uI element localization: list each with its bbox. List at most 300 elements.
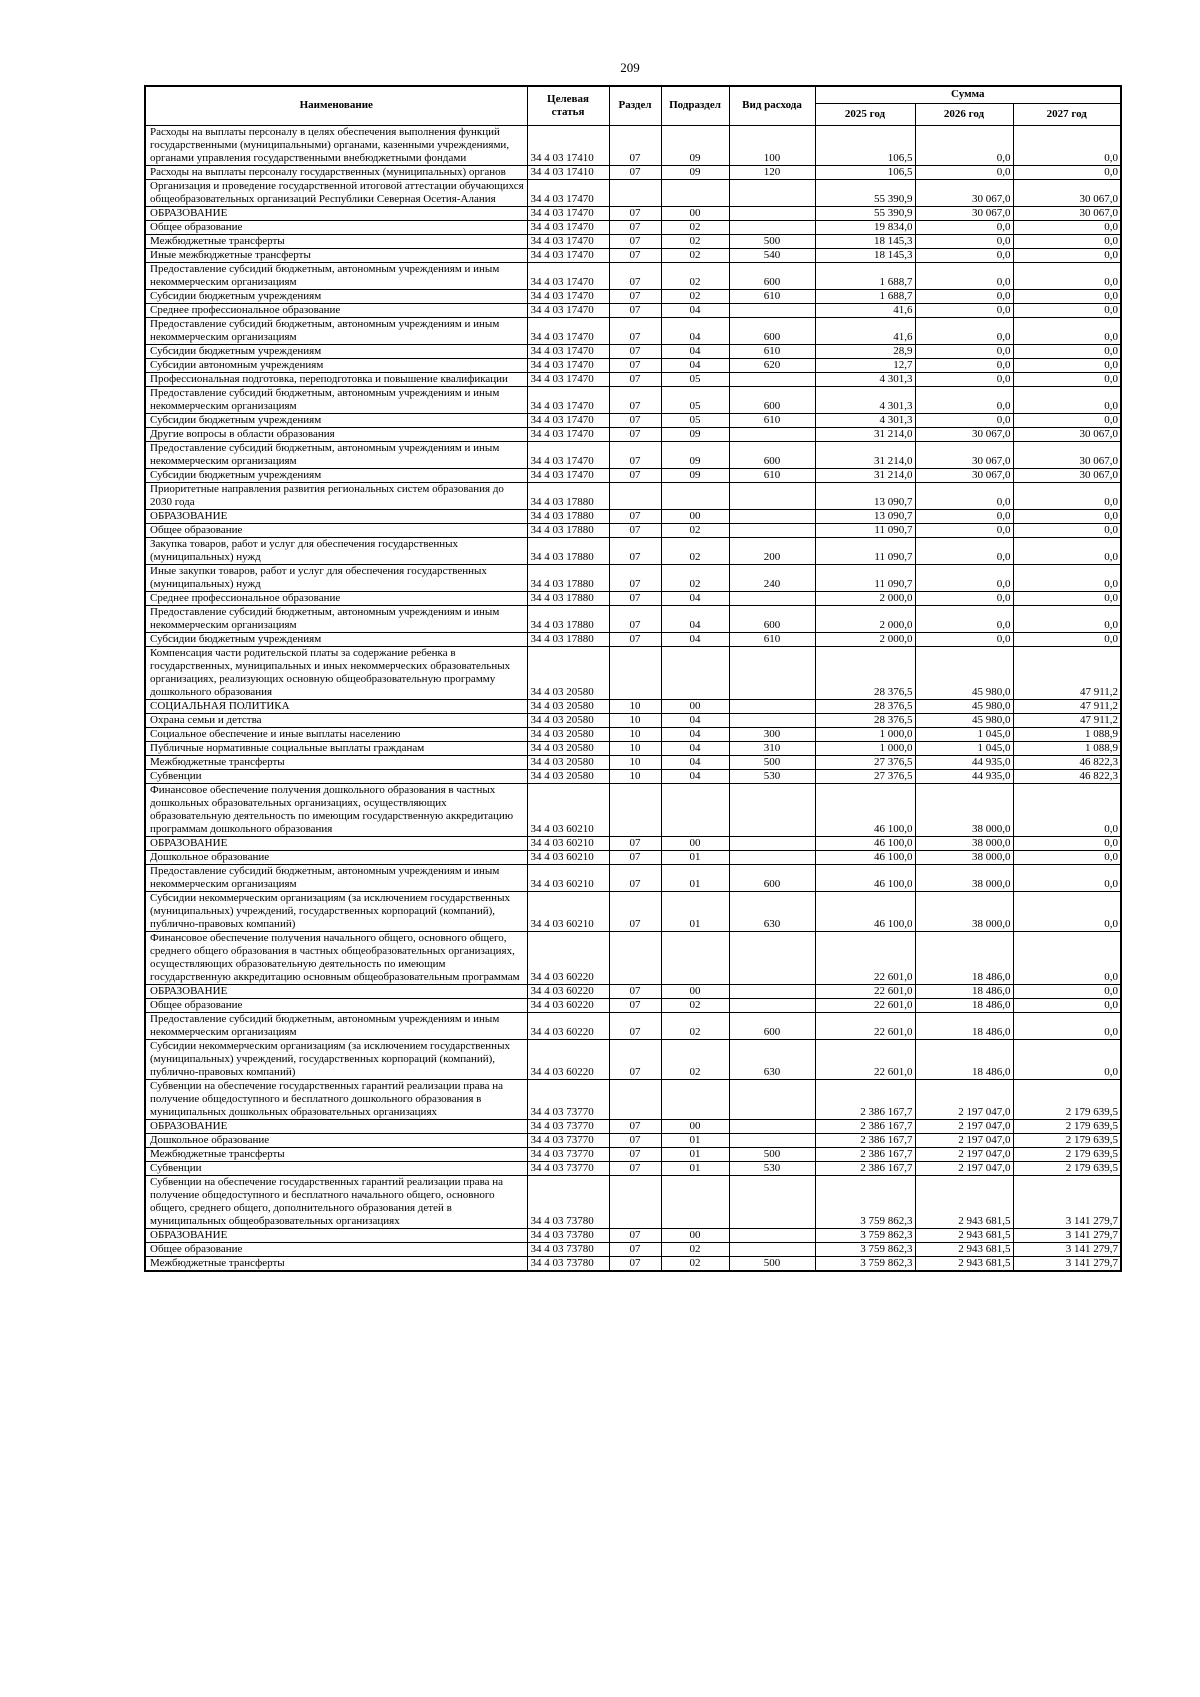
cell-amount-2025: 4 301,3 bbox=[815, 413, 915, 427]
cell-expense-type: 610 bbox=[729, 289, 815, 303]
cell-section bbox=[609, 1175, 661, 1228]
cell-section: 07 bbox=[609, 317, 661, 344]
cell-subsection: 04 bbox=[661, 344, 729, 358]
cell-subsection: 04 bbox=[661, 741, 729, 755]
table-body bbox=[145, 125, 1121, 1271]
cell-name: Иные межбюджетные трансферты bbox=[145, 248, 527, 262]
cell-subsection: 00 bbox=[661, 206, 729, 220]
cell-amount-2025: 2 386 167,7 bbox=[815, 1133, 915, 1147]
cell-target-code: 34 4 03 17470 bbox=[527, 289, 609, 303]
cell-amount-2026: 2 943 681,5 bbox=[915, 1175, 1013, 1228]
cell-name: ОБРАЗОВАНИЕ bbox=[145, 1119, 527, 1133]
cell-subsection: 04 bbox=[661, 591, 729, 605]
cell-amount-2027: 3 141 279,7 bbox=[1013, 1175, 1121, 1228]
cell-amount-2025: 22 601,0 bbox=[815, 984, 915, 998]
cell-subsection: 09 bbox=[661, 468, 729, 482]
cell-section bbox=[609, 179, 661, 206]
table-row bbox=[145, 850, 1121, 864]
cell-amount-2027: 47 911,2 bbox=[1013, 713, 1121, 727]
header-2025: 2025 год bbox=[815, 103, 915, 125]
cell-amount-2026: 30 067,0 bbox=[915, 468, 1013, 482]
table-row bbox=[145, 125, 1121, 165]
table-row bbox=[145, 262, 1121, 289]
table-row bbox=[145, 783, 1121, 836]
cell-expense-type bbox=[729, 427, 815, 441]
cell-amount-2027: 3 141 279,7 bbox=[1013, 1242, 1121, 1256]
cell-amount-2026: 0,0 bbox=[915, 165, 1013, 179]
cell-name: Расходы на выплаты персоналу государственных (муниципальных) органов bbox=[145, 165, 527, 179]
cell-expense-type bbox=[729, 206, 815, 220]
cell-amount-2027: 0,0 bbox=[1013, 564, 1121, 591]
cell-amount-2027: 0,0 bbox=[1013, 591, 1121, 605]
cell-expense-type bbox=[729, 482, 815, 509]
cell-amount-2026: 30 067,0 bbox=[915, 441, 1013, 468]
cell-name: Общее образование bbox=[145, 523, 527, 537]
cell-target-code: 34 4 03 73780 bbox=[527, 1175, 609, 1228]
cell-name: Субсидии автономным учреждениям bbox=[145, 358, 527, 372]
table-row bbox=[145, 206, 1121, 220]
cell-amount-2026: 2 943 681,5 bbox=[915, 1256, 1013, 1271]
header-2027: 2027 год bbox=[1013, 103, 1121, 125]
cell-subsection: 04 bbox=[661, 769, 729, 783]
cell-name: Межбюджетные трансферты bbox=[145, 755, 527, 769]
cell-section: 07 bbox=[609, 234, 661, 248]
cell-target-code: 34 4 03 73780 bbox=[527, 1242, 609, 1256]
cell-expense-type bbox=[729, 836, 815, 850]
cell-expense-type: 310 bbox=[729, 741, 815, 755]
cell-expense-type bbox=[729, 998, 815, 1012]
cell-amount-2026: 38 000,0 bbox=[915, 836, 1013, 850]
cell-subsection: 09 bbox=[661, 427, 729, 441]
cell-section: 07 bbox=[609, 509, 661, 523]
cell-name: Расходы на выплаты персоналу в целях обеспечения выполнения функций государственными (муниципальными) органами, казенными учреждениями, органами управления государственными внебюджетными фондами bbox=[145, 125, 527, 165]
cell-target-code: 34 4 03 60210 bbox=[527, 864, 609, 891]
cell-name: Предоставление субсидий бюджетным, автономным учреждениям и иным некоммерческим организациям bbox=[145, 317, 527, 344]
cell-subsection: 00 bbox=[661, 699, 729, 713]
cell-subsection: 09 bbox=[661, 165, 729, 179]
table-row bbox=[145, 289, 1121, 303]
cell-subsection: 09 bbox=[661, 441, 729, 468]
cell-subsection: 02 bbox=[661, 537, 729, 564]
cell-amount-2026: 38 000,0 bbox=[915, 864, 1013, 891]
header-subsection: Подраздел bbox=[661, 86, 729, 125]
cell-subsection: 02 bbox=[661, 1012, 729, 1039]
cell-expense-type: 620 bbox=[729, 358, 815, 372]
cell-amount-2026: 1 045,0 bbox=[915, 741, 1013, 755]
cell-name: Публичные нормативные социальные выплаты гражданам bbox=[145, 741, 527, 755]
cell-amount-2025: 11 090,7 bbox=[815, 537, 915, 564]
cell-section: 07 bbox=[609, 850, 661, 864]
cell-amount-2026: 0,0 bbox=[915, 234, 1013, 248]
cell-amount-2025: 46 100,0 bbox=[815, 864, 915, 891]
cell-name: Социальное обеспечение и иные выплаты населению bbox=[145, 727, 527, 741]
cell-amount-2025: 31 214,0 bbox=[815, 468, 915, 482]
cell-name: Финансовое обеспечение получения начального общего, основного общего, среднего общего образования в частных общеобразовательных организациях, осуществляющих образовательную деятельность по имеющим государственную аккредитацию основным общеобразовательным программам bbox=[145, 931, 527, 984]
table-row bbox=[145, 864, 1121, 891]
cell-amount-2025: 2 386 167,7 bbox=[815, 1147, 915, 1161]
cell-amount-2027: 0,0 bbox=[1013, 632, 1121, 646]
cell-amount-2025: 55 390,9 bbox=[815, 206, 915, 220]
cell-amount-2026: 45 980,0 bbox=[915, 646, 1013, 699]
cell-section: 07 bbox=[609, 358, 661, 372]
cell-section: 07 bbox=[609, 427, 661, 441]
cell-target-code: 34 4 03 60210 bbox=[527, 891, 609, 931]
cell-name: Финансовое обеспечение получения дошкольного образования в частных дошкольных образовательных организациях, осуществляющих образовательную деятельность по имеющим государственную аккредитацию программам дошкольного образования bbox=[145, 783, 527, 836]
cell-amount-2027: 2 179 639,5 bbox=[1013, 1133, 1121, 1147]
table-row bbox=[145, 482, 1121, 509]
cell-expense-type bbox=[729, 1175, 815, 1228]
cell-target-code: 34 4 03 17880 bbox=[527, 537, 609, 564]
cell-section: 07 bbox=[609, 125, 661, 165]
cell-amount-2026: 0,0 bbox=[915, 564, 1013, 591]
cell-target-code: 34 4 03 60210 bbox=[527, 836, 609, 850]
cell-amount-2026: 0,0 bbox=[915, 591, 1013, 605]
cell-expense-type bbox=[729, 523, 815, 537]
cell-expense-type: 500 bbox=[729, 1147, 815, 1161]
cell-amount-2027: 0,0 bbox=[1013, 783, 1121, 836]
cell-target-code: 34 4 03 73780 bbox=[527, 1228, 609, 1242]
cell-amount-2025: 19 834,0 bbox=[815, 220, 915, 234]
cell-subsection: 04 bbox=[661, 303, 729, 317]
cell-amount-2026: 2 197 047,0 bbox=[915, 1147, 1013, 1161]
cell-subsection: 02 bbox=[661, 564, 729, 591]
cell-target-code: 34 4 03 60220 bbox=[527, 931, 609, 984]
cell-amount-2027: 0,0 bbox=[1013, 1039, 1121, 1079]
cell-target-code: 34 4 03 20580 bbox=[527, 699, 609, 713]
table-row bbox=[145, 632, 1121, 646]
cell-target-code: 34 4 03 73770 bbox=[527, 1079, 609, 1119]
budget-table-container bbox=[144, 85, 1120, 1272]
cell-name: Межбюджетные трансферты bbox=[145, 234, 527, 248]
cell-subsection: 04 bbox=[661, 317, 729, 344]
cell-target-code: 34 4 03 60220 bbox=[527, 1039, 609, 1079]
cell-name: ОБРАЗОВАНИЕ bbox=[145, 1228, 527, 1242]
cell-amount-2026: 30 067,0 bbox=[915, 427, 1013, 441]
cell-amount-2025: 18 145,3 bbox=[815, 234, 915, 248]
header-2026: 2026 год bbox=[915, 103, 1013, 125]
cell-amount-2027: 0,0 bbox=[1013, 234, 1121, 248]
cell-subsection: 05 bbox=[661, 386, 729, 413]
cell-expense-type: 530 bbox=[729, 769, 815, 783]
cell-name: Субсидии бюджетным учреждениям bbox=[145, 632, 527, 646]
cell-expense-type: 600 bbox=[729, 386, 815, 413]
table-row bbox=[145, 1175, 1121, 1228]
cell-subsection: 01 bbox=[661, 1133, 729, 1147]
cell-amount-2025: 1 000,0 bbox=[815, 741, 915, 755]
cell-subsection bbox=[661, 179, 729, 206]
cell-expense-type: 630 bbox=[729, 891, 815, 931]
table-row bbox=[145, 1161, 1121, 1175]
cell-name: Предоставление субсидий бюджетным, автономным учреждениям и иным некоммерческим организациям bbox=[145, 1012, 527, 1039]
cell-subsection: 04 bbox=[661, 727, 729, 741]
table-header bbox=[145, 86, 1121, 125]
cell-target-code: 34 4 03 17880 bbox=[527, 509, 609, 523]
table-row bbox=[145, 509, 1121, 523]
cell-expense-type bbox=[729, 1119, 815, 1133]
cell-section: 10 bbox=[609, 769, 661, 783]
cell-target-code: 34 4 03 73770 bbox=[527, 1161, 609, 1175]
cell-section bbox=[609, 1079, 661, 1119]
cell-expense-type bbox=[729, 220, 815, 234]
cell-section: 07 bbox=[609, 303, 661, 317]
cell-amount-2026: 0,0 bbox=[915, 386, 1013, 413]
cell-amount-2026: 38 000,0 bbox=[915, 850, 1013, 864]
cell-amount-2026: 0,0 bbox=[915, 509, 1013, 523]
cell-target-code: 34 4 03 17470 bbox=[527, 317, 609, 344]
table-row bbox=[145, 303, 1121, 317]
cell-amount-2026: 18 486,0 bbox=[915, 984, 1013, 998]
cell-section: 07 bbox=[609, 1161, 661, 1175]
cell-section: 07 bbox=[609, 605, 661, 632]
cell-target-code: 34 4 03 60220 bbox=[527, 1012, 609, 1039]
cell-expense-type bbox=[729, 984, 815, 998]
cell-expense-type: 600 bbox=[729, 605, 815, 632]
cell-amount-2027: 3 141 279,7 bbox=[1013, 1228, 1121, 1242]
cell-amount-2027: 0,0 bbox=[1013, 413, 1121, 427]
cell-amount-2026: 18 486,0 bbox=[915, 1012, 1013, 1039]
table-row bbox=[145, 317, 1121, 344]
cell-name: Общее образование bbox=[145, 1242, 527, 1256]
cell-amount-2027: 0,0 bbox=[1013, 998, 1121, 1012]
cell-name: ОБРАЗОВАНИЕ bbox=[145, 836, 527, 850]
cell-expense-type: 600 bbox=[729, 441, 815, 468]
cell-amount-2027: 0,0 bbox=[1013, 289, 1121, 303]
table-row bbox=[145, 386, 1121, 413]
cell-amount-2027: 2 179 639,5 bbox=[1013, 1161, 1121, 1175]
cell-name: Субсидии бюджетным учреждениям bbox=[145, 468, 527, 482]
cell-amount-2026: 0,0 bbox=[915, 523, 1013, 537]
cell-subsection: 00 bbox=[661, 509, 729, 523]
cell-expense-type: 600 bbox=[729, 317, 815, 344]
table-row bbox=[145, 1133, 1121, 1147]
cell-amount-2027: 0,0 bbox=[1013, 482, 1121, 509]
cell-target-code: 34 4 03 73770 bbox=[527, 1133, 609, 1147]
cell-expense-type: 600 bbox=[729, 1012, 815, 1039]
cell-amount-2025: 46 100,0 bbox=[815, 783, 915, 836]
cell-target-code: 34 4 03 17470 bbox=[527, 441, 609, 468]
cell-amount-2027: 0,0 bbox=[1013, 386, 1121, 413]
cell-amount-2025: 4 301,3 bbox=[815, 386, 915, 413]
cell-section: 07 bbox=[609, 564, 661, 591]
cell-amount-2026: 38 000,0 bbox=[915, 891, 1013, 931]
cell-amount-2027: 3 141 279,7 bbox=[1013, 1256, 1121, 1271]
cell-section: 07 bbox=[609, 289, 661, 303]
cell-amount-2025: 2 000,0 bbox=[815, 591, 915, 605]
cell-name: Предоставление субсидий бюджетным, автономным учреждениям и иным некоммерческим организациям bbox=[145, 441, 527, 468]
header-sum: Сумма bbox=[815, 86, 1121, 103]
cell-expense-type bbox=[729, 179, 815, 206]
table-row bbox=[145, 234, 1121, 248]
cell-expense-type bbox=[729, 646, 815, 699]
budget-table bbox=[144, 85, 1122, 1272]
cell-target-code: 34 4 03 17470 bbox=[527, 372, 609, 386]
cell-subsection bbox=[661, 783, 729, 836]
table-row bbox=[145, 713, 1121, 727]
cell-amount-2025: 46 100,0 bbox=[815, 891, 915, 931]
cell-amount-2025: 3 759 862,3 bbox=[815, 1256, 915, 1271]
cell-target-code: 34 4 03 73770 bbox=[527, 1119, 609, 1133]
table-row bbox=[145, 984, 1121, 998]
header-name: Наименование bbox=[145, 86, 527, 125]
cell-expense-type: 500 bbox=[729, 755, 815, 769]
cell-subsection: 01 bbox=[661, 891, 729, 931]
table-row bbox=[145, 836, 1121, 850]
cell-name: Субвенции на обеспечение государственных гарантий реализации права на получение общедоступного и бесплатного начального общего, основного общего, среднего общего, дополнительного образования детей в муниципальных общеобразовательных организациях bbox=[145, 1175, 527, 1228]
cell-amount-2026: 2 197 047,0 bbox=[915, 1133, 1013, 1147]
cell-subsection: 04 bbox=[661, 755, 729, 769]
cell-target-code: 34 4 03 20580 bbox=[527, 769, 609, 783]
cell-section bbox=[609, 931, 661, 984]
cell-amount-2026: 18 486,0 bbox=[915, 931, 1013, 984]
table-row bbox=[145, 165, 1121, 179]
cell-name: ОБРАЗОВАНИЕ bbox=[145, 984, 527, 998]
cell-expense-type bbox=[729, 303, 815, 317]
cell-amount-2025: 1 688,7 bbox=[815, 262, 915, 289]
cell-amount-2027: 30 067,0 bbox=[1013, 427, 1121, 441]
cell-name: Дошкольное образование bbox=[145, 850, 527, 864]
cell-amount-2027: 1 088,9 bbox=[1013, 741, 1121, 755]
cell-amount-2025: 28 376,5 bbox=[815, 646, 915, 699]
table-row bbox=[145, 523, 1121, 537]
cell-amount-2025: 2 386 167,7 bbox=[815, 1161, 915, 1175]
cell-name: Предоставление субсидий бюджетным, автономным учреждениям и иным некоммерческим организациям bbox=[145, 386, 527, 413]
cell-subsection: 02 bbox=[661, 1039, 729, 1079]
cell-amount-2026: 0,0 bbox=[915, 262, 1013, 289]
cell-amount-2027: 46 822,3 bbox=[1013, 755, 1121, 769]
cell-name: Среднее профессиональное образование bbox=[145, 303, 527, 317]
cell-amount-2027: 0,0 bbox=[1013, 303, 1121, 317]
cell-section: 07 bbox=[609, 248, 661, 262]
cell-target-code: 34 4 03 17470 bbox=[527, 262, 609, 289]
cell-target-code: 34 4 03 20580 bbox=[527, 741, 609, 755]
table-row bbox=[145, 564, 1121, 591]
cell-amount-2025: 28 376,5 bbox=[815, 699, 915, 713]
cell-name: ОБРАЗОВАНИЕ bbox=[145, 509, 527, 523]
table-row bbox=[145, 413, 1121, 427]
cell-expense-type bbox=[729, 372, 815, 386]
cell-amount-2025: 22 601,0 bbox=[815, 998, 915, 1012]
cell-section: 07 bbox=[609, 1242, 661, 1256]
cell-target-code: 34 4 03 17470 bbox=[527, 413, 609, 427]
cell-section: 07 bbox=[609, 206, 661, 220]
cell-name: Организация и проведение государственной итоговой аттестации обучающихся общеобразовательных организаций Республики Северная Осетия-Алания bbox=[145, 179, 527, 206]
table-row bbox=[145, 1119, 1121, 1133]
cell-amount-2026: 0,0 bbox=[915, 358, 1013, 372]
cell-name: Субсидии некоммерческим организациям (за исключением государственных (муниципальных) учреждений, государственных корпораций (компаний), публично-правовых компаний) bbox=[145, 891, 527, 931]
table-row bbox=[145, 344, 1121, 358]
cell-amount-2026: 2 197 047,0 bbox=[915, 1079, 1013, 1119]
cell-name: Предоставление субсидий бюджетным, автономным учреждениям и иным некоммерческим организациям bbox=[145, 864, 527, 891]
cell-section: 07 bbox=[609, 836, 661, 850]
cell-amount-2026: 2 197 047,0 bbox=[915, 1119, 1013, 1133]
cell-expense-type bbox=[729, 1133, 815, 1147]
cell-target-code: 34 4 03 17880 bbox=[527, 632, 609, 646]
cell-section: 10 bbox=[609, 727, 661, 741]
cell-amount-2026: 0,0 bbox=[915, 413, 1013, 427]
cell-amount-2027: 0,0 bbox=[1013, 864, 1121, 891]
cell-amount-2025: 12,7 bbox=[815, 358, 915, 372]
cell-target-code: 34 4 03 73780 bbox=[527, 1256, 609, 1271]
cell-subsection: 00 bbox=[661, 836, 729, 850]
cell-section: 07 bbox=[609, 468, 661, 482]
cell-target-code: 34 4 03 17470 bbox=[527, 344, 609, 358]
cell-amount-2025: 18 145,3 bbox=[815, 248, 915, 262]
cell-subsection: 02 bbox=[661, 1242, 729, 1256]
table-row bbox=[145, 727, 1121, 741]
cell-amount-2025: 3 759 862,3 bbox=[815, 1242, 915, 1256]
cell-expense-type bbox=[729, 1242, 815, 1256]
cell-section: 07 bbox=[609, 1256, 661, 1271]
cell-expense-type bbox=[729, 1228, 815, 1242]
cell-subsection: 09 bbox=[661, 125, 729, 165]
cell-amount-2025: 55 390,9 bbox=[815, 179, 915, 206]
table-row bbox=[145, 891, 1121, 931]
table-row bbox=[145, 1256, 1121, 1271]
cell-name: Другие вопросы в области образования bbox=[145, 427, 527, 441]
cell-amount-2027: 0,0 bbox=[1013, 931, 1121, 984]
cell-section: 07 bbox=[609, 891, 661, 931]
cell-subsection: 02 bbox=[661, 262, 729, 289]
cell-target-code: 34 4 03 17880 bbox=[527, 482, 609, 509]
cell-section: 07 bbox=[609, 1228, 661, 1242]
cell-target-code: 34 4 03 17880 bbox=[527, 523, 609, 537]
cell-section: 07 bbox=[609, 386, 661, 413]
cell-amount-2027: 2 179 639,5 bbox=[1013, 1147, 1121, 1161]
cell-amount-2026: 18 486,0 bbox=[915, 998, 1013, 1012]
cell-section: 07 bbox=[609, 632, 661, 646]
cell-name: СОЦИАЛЬНАЯ ПОЛИТИКА bbox=[145, 699, 527, 713]
cell-subsection: 01 bbox=[661, 1161, 729, 1175]
cell-amount-2027: 0,0 bbox=[1013, 125, 1121, 165]
cell-expense-type: 600 bbox=[729, 262, 815, 289]
cell-section: 07 bbox=[609, 1012, 661, 1039]
table-row bbox=[145, 220, 1121, 234]
cell-amount-2026: 38 000,0 bbox=[915, 783, 1013, 836]
cell-section: 10 bbox=[609, 699, 661, 713]
cell-amount-2025: 27 376,5 bbox=[815, 769, 915, 783]
cell-target-code: 34 4 03 17880 bbox=[527, 605, 609, 632]
cell-amount-2026: 0,0 bbox=[915, 537, 1013, 564]
cell-amount-2026: 18 486,0 bbox=[915, 1039, 1013, 1079]
cell-section: 07 bbox=[609, 344, 661, 358]
cell-subsection: 02 bbox=[661, 523, 729, 537]
cell-expense-type bbox=[729, 931, 815, 984]
cell-name: Предоставление субсидий бюджетным, автономным учреждениям и иным некоммерческим организациям bbox=[145, 262, 527, 289]
cell-amount-2026: 0,0 bbox=[915, 482, 1013, 509]
cell-target-code: 34 4 03 17470 bbox=[527, 386, 609, 413]
header-target: Целевая статья bbox=[527, 86, 609, 125]
table-row bbox=[145, 741, 1121, 755]
table-row bbox=[145, 1242, 1121, 1256]
cell-amount-2026: 0,0 bbox=[915, 344, 1013, 358]
cell-amount-2027: 47 911,2 bbox=[1013, 699, 1121, 713]
cell-amount-2027: 0,0 bbox=[1013, 344, 1121, 358]
cell-amount-2025: 106,5 bbox=[815, 165, 915, 179]
cell-expense-type: 500 bbox=[729, 234, 815, 248]
cell-amount-2025: 11 090,7 bbox=[815, 523, 915, 537]
table-row bbox=[145, 248, 1121, 262]
table-row bbox=[145, 998, 1121, 1012]
table-row bbox=[145, 441, 1121, 468]
cell-name: Субсидии некоммерческим организациям (за исключением государственных (муниципальных) учреждений, государственных корпораций (компаний), публично-правовых компаний) bbox=[145, 1039, 527, 1079]
cell-name: Межбюджетные трансферты bbox=[145, 1147, 527, 1161]
cell-amount-2026: 0,0 bbox=[915, 289, 1013, 303]
cell-amount-2026: 0,0 bbox=[915, 303, 1013, 317]
cell-section: 10 bbox=[609, 741, 661, 755]
cell-amount-2025: 1 000,0 bbox=[815, 727, 915, 741]
cell-amount-2026: 0,0 bbox=[915, 605, 1013, 632]
cell-target-code: 34 4 03 17470 bbox=[527, 303, 609, 317]
